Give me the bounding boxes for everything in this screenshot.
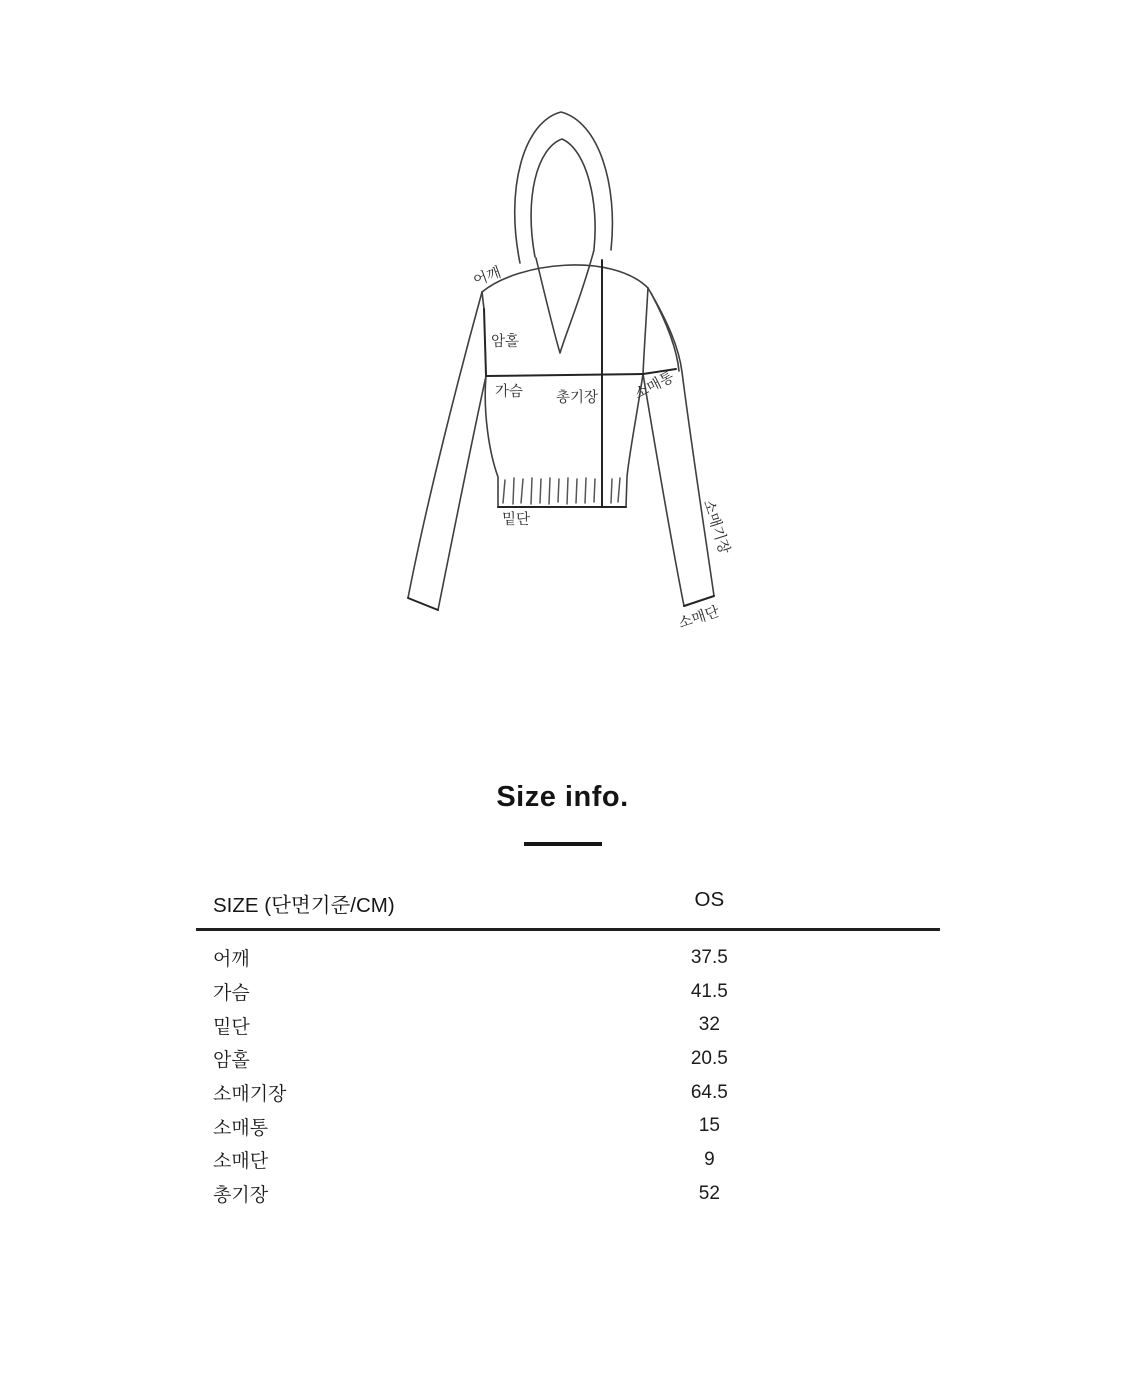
row-label: 소매통: [213, 1117, 269, 1139]
row-label: 밑단: [213, 1016, 250, 1038]
table-row: [196, 975, 940, 1009]
row-value: 20.5: [690, 1047, 728, 1069]
row-label: 암홀: [213, 1050, 250, 1072]
size-table-header-size: OS: [694, 888, 725, 911]
table-row: [196, 1143, 940, 1177]
row-label: 가슴: [213, 983, 250, 1005]
size-table-header: [196, 888, 940, 931]
row-label: 소매단: [213, 1151, 269, 1173]
size-table-header-label: SIZE (단면기준/CM): [213, 894, 395, 917]
label-sleeve-width: 소매통: [632, 369, 677, 403]
label-armhole: 암홀: [491, 334, 520, 350]
table-row: [196, 941, 940, 975]
row-value: 52: [698, 1182, 720, 1204]
title-divider: [524, 842, 602, 846]
label-sleeve-cuff: 소매단: [676, 603, 722, 633]
label-total-length: 총기장: [556, 390, 599, 406]
label-sleeve-length: 소매기장: [699, 497, 733, 557]
row-value: 32: [698, 1014, 720, 1036]
row-value: 37.5: [690, 946, 728, 968]
hoodie-outline: [408, 112, 714, 610]
row-value: 64.5: [690, 1081, 728, 1103]
table-row: [196, 1008, 940, 1042]
label-hem: 밑단: [502, 512, 531, 528]
size-table-body: [196, 931, 940, 1211]
size-table: [196, 888, 940, 1211]
table-row: [196, 1076, 940, 1110]
table-row: [196, 1042, 940, 1076]
row-value: 9: [704, 1148, 715, 1170]
row-label: 총기장: [213, 1185, 269, 1207]
row-label: 어깨: [213, 949, 250, 971]
measurement-lines: [408, 260, 714, 610]
row-value: 15: [698, 1115, 720, 1137]
label-shoulder: 어깨: [471, 264, 504, 290]
row-value: 41.5: [690, 980, 728, 1002]
label-chest: 가슴: [495, 384, 524, 400]
row-label: 소매기장: [213, 1084, 287, 1106]
table-row: [196, 1109, 940, 1143]
page-title: Size info.: [496, 781, 629, 813]
table-row: [196, 1177, 940, 1211]
